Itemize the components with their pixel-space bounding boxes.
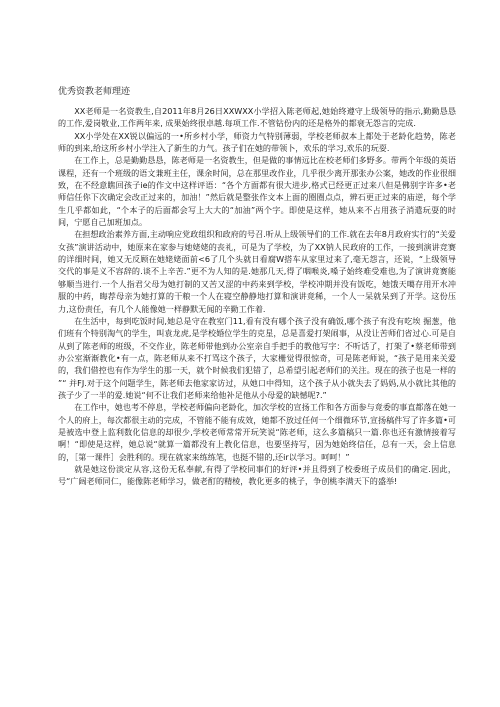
document-title: 优秀资教老师理迹 <box>58 87 131 97</box>
paragraph-6: 在工作中，她也考不停息，学校老师偏向老龄化，加次学校的宣扬工作和各方面参与竟委的事直都落在她一个人的府上，每次都很主动的完成，不管能不能有成效，她都不放过任何一个细微环节,宣扬稿件写了许多篇•可是被选中登上监利数化信息的却很少,学校老师常常开玩笑说“陈老师，这么多篇稿只一篇.你也还有激情接着写啊！“即使是这样，她总说“就算一篇都没有上教化信息，也要坚持写，因为她始终信任，总有一天，会上信息的，［第一课件］会胜利的。现在就家来练练笔，也挺不错的,还ir以学习。呵呵！” <box>58 402 456 462</box>
paragraph-5: 在生活中，每到吃饭时间,她总是守在教室门11,看有没有哪个孩子没有确饭,哪个孩子有没有吃埃 掘葱，他们班有个特别淘气的学生，叫袁龙虎,是学校婚位学生的克星，总是喜爱打架闹事，从没让苦师们省过心.可是自从到了陈老师的班级，不交作业，陈老师带他到办公室亲自手把手的教他写字：不听话了，打架了•蔡老师带到办公室渐渐教化•有一点，陈老师从来不打骂这个孩子，大家栅觉得很惊奇，可是陈老师说，“孩子是用来关爱的，我们借控也有作为学生的那一天，就个时候我们犯错了，总希望引起老师们的关注。现在的孩子也是一样的 ”“ 并FJ.对于这个问题学生，陈老师去他家家访过，从她口中得知，这个孩子从小就失去了妈妈,从小就比其他的孩子少了一半的爱.她说“何不让我们老师来给他补足他从小母爱的缺憾呢?.” <box>58 315 456 400</box>
paragraph-4: 在担想政治素养方面,主动响应党政组织和政府的号召.听从上级领导们的工作.就在去年8月政府实行的“关爱女孩”演讲活动中，她原来在家参与她姥姥的丧礼，可是为了学校，为了XX钠人民政府的工作，一接到演讲竞赛的详细时间，她又无反顾在她姥姥面前<6了几个头就日看腐W搭车从家里过来了,毫无怨言，还说，“上级领导交代的事是义不容辞的.谈不上辛苦.”更不为人知的是.她那几天,得了咽喉炎,嗓子始终难受难也,为了演讲竟赛能够顺当进行.一个人指君父母为她打制的又苦又涩的中药来到学校，学校冲期并没有饭吃，她饿天噶存用开水冲服的中药，晦荐母亲为她打算的干粮一个人在寝空静静地打算和演讲竟稀，一个人一呆就呆到了开学。这份压力,这份责任，有几个人能像她一样静默无闻的辛勤工作着. <box>58 229 456 314</box>
paragraph-2: XX小学处在XX锐以偏远的一•所乡村小学，师资力气特别薄弱，学校老师叔本上都处于老龄化趋势，陈老师的到来,给这所乡村小学注入了新生的力气。孩子们在她的带领卜，欢乐的学习,欢乐的玩耍. <box>58 130 456 154</box>
paragraph-3: 在工作上，总是勤勤恳恳，陈老师是一名资教生，但是做的事情远比在校老师们多野多。带两个年级的英语课程，还有一个班级的语文兼班主任，课余时间，总在那里改作业，几乎很少离开那张办公案，她改的作业很细致，在不经意瞧回孩子ie的作文中这样评语：“各个方面都有很大进步,格式已经更正过来八但是佛别字许多•老师信任你下次确定会改正过来的，加油！”然后就是整张作文本上面的圈圈点点，辨石更正过来的庙逆，每个学生几乎都如此，“个本子的后面都会写上大大的“加油”两个字。即使是这样，她从来不占用孩子消遣玩耍的时间，宁愿自己加班加点。 <box>58 155 456 228</box>
paragraph-7: 就是她这份淡定从容,这份无私奉献,有得了学校同事们的好评•并且得到了校委班子成员们的确定.因此，号“广阔老师同仁，能像陈老师学习，做老酊的精棱，教化更多的桃子，争创桃李满天下的盛举! <box>58 463 456 487</box>
paragraph-1: XX老师是一名资教生,自2011年8月26日XXWXX小学招入陈老师起,她始终遵守上级领导的指示,勤勤恳恳的工作,爱岗敬业,工作两年来, 成果始终很卓越.每项工作.不管钻份内的还是格外的都衰无怨言的完成. <box>58 106 456 129</box>
